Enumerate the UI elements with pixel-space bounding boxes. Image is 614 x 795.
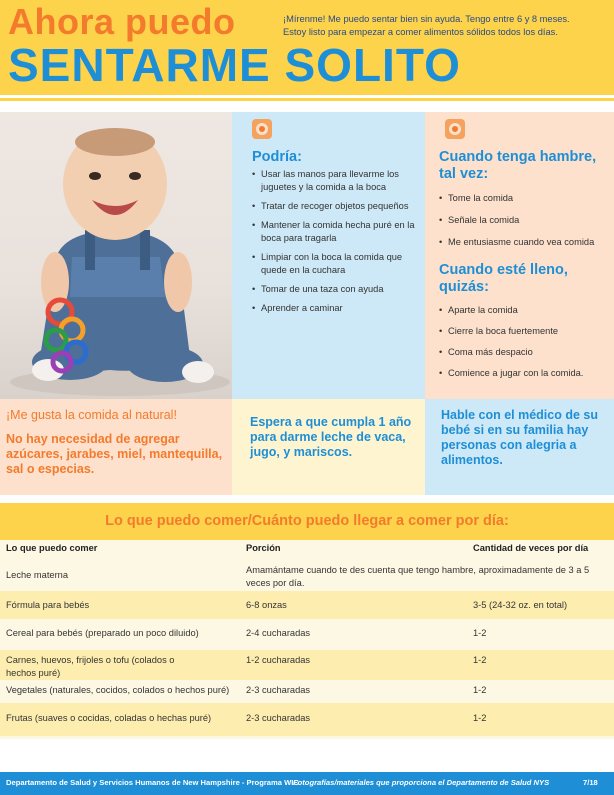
portion-cell: 1-2 cucharadas bbox=[246, 655, 311, 665]
wait-note bbox=[232, 399, 425, 495]
lleno-heading: Cuando esté lleno, quizás: bbox=[439, 262, 568, 295]
list-item: • Usar las manos para llevarme los juguetes y la comida a la boca bbox=[252, 168, 417, 194]
table-title: Lo que puedo comer/Cuánto puedo llegar a comer por día: bbox=[0, 503, 614, 540]
hambre-list bbox=[439, 192, 611, 255]
intro-text bbox=[283, 13, 603, 39]
food-cell: Frutas (suaves o cocidas, coladas o hechas puré) bbox=[6, 713, 212, 723]
wait-text: Espera a que cumpla 1 año para darme leche de vaca, jugo, y mariscos. bbox=[250, 415, 412, 459]
cues-panel bbox=[425, 112, 614, 399]
table-row bbox=[0, 703, 614, 736]
list-item: • Coma más despacio bbox=[439, 346, 611, 359]
portion-cell: 2-4 cucharadas bbox=[246, 628, 311, 638]
natural-food-note bbox=[0, 399, 232, 495]
title-line1: Ahora puedo bbox=[8, 1, 236, 42]
lleno-list bbox=[439, 304, 611, 386]
table-row bbox=[0, 561, 614, 591]
list-item: • Tratar de recoger objetos pequeños bbox=[252, 200, 417, 213]
footer-date: 7/18 bbox=[583, 778, 598, 787]
allergy-note bbox=[425, 399, 614, 495]
list-item: • Mantener la comida hecha puré en la boca para tragarla bbox=[252, 219, 417, 245]
food-cell: Fórmula para bebés bbox=[6, 600, 90, 610]
food-cell: Vegetales (naturales, cocidos, colados o hechos puré) bbox=[6, 685, 230, 695]
portion-cell: Amamántame cuando te des cuenta que tengo hambre, aproximadamente de 3 a 5 veces por día. bbox=[246, 565, 590, 588]
column-header-food: Lo que puedo comer bbox=[6, 543, 98, 553]
footer-credits: Fotografías/materiales que proporciona el Departamento de Salud NYS bbox=[293, 778, 550, 787]
podria-panel bbox=[232, 112, 425, 399]
times-cell: 1-2 bbox=[473, 685, 487, 695]
list-item: • Tome la comida bbox=[439, 192, 611, 205]
food-cell: Cereal para bebés (preparado un poco diluido) bbox=[6, 628, 199, 638]
baby-photo bbox=[0, 112, 232, 399]
list-item: • Comience a jugar con la comida. bbox=[439, 367, 611, 380]
allergy-text: Hable con el médico de su bebé si en su familia hay personas con alegria a alimentos. bbox=[441, 408, 598, 467]
intro-line1: ¡Mírenme! Me puedo sentar bien sin ayuda. Tengo entre 6 y 8 meses. bbox=[283, 14, 570, 24]
podria-heading: Podría: bbox=[252, 149, 302, 165]
hambre-heading: Cuando tenga hambre, tal vez: bbox=[439, 149, 597, 182]
title-line2: SENTARME SOLITO bbox=[8, 39, 461, 91]
times-cell: 3-5 (24-32 oz. en total) bbox=[473, 600, 568, 610]
table-row bbox=[0, 591, 614, 619]
column-header-times: Cantidad de veces por día bbox=[473, 543, 589, 553]
food-cell: Leche materna bbox=[6, 570, 69, 580]
natural-food-heading: ¡Me gusta la comida al natural! bbox=[6, 408, 177, 422]
flower-icon bbox=[445, 119, 465, 139]
header-banner bbox=[0, 0, 614, 95]
table-row bbox=[0, 680, 614, 703]
list-item: • Señale la comida bbox=[439, 214, 611, 227]
list-item: • Aparte la comida bbox=[439, 304, 611, 317]
footer-department: Departamento de Salud y Servicios Humanos de New Hampshire - Programa WIC bbox=[6, 778, 299, 787]
portion-cell: 6-8 onzas bbox=[246, 600, 287, 610]
header-divider bbox=[0, 98, 614, 101]
portion-cell: 2-3 cucharadas bbox=[246, 713, 311, 723]
flower-icon bbox=[252, 119, 272, 139]
list-item: • Aprender a caminar bbox=[252, 302, 417, 315]
table-row bbox=[0, 619, 614, 650]
podria-list bbox=[252, 168, 417, 321]
intro-line2: Estoy listo para empezar a comer alimentos sólidos todos los días. bbox=[283, 27, 558, 37]
footer-bar bbox=[0, 772, 614, 795]
baby-sitting-photo bbox=[0, 112, 232, 399]
column-header-portion: Porción bbox=[246, 543, 281, 553]
list-item: • Cierre la boca fuertemente bbox=[439, 325, 611, 338]
table-row bbox=[0, 650, 614, 680]
list-item: • Limpiar con la boca la comida que quede en la cuchara bbox=[252, 251, 417, 277]
list-item: • Tomar de una taza con ayuda bbox=[252, 283, 417, 296]
natural-food-text: No hay necesidad de agregar azúcares, jarabes, miel, mantequilla, sal o especias. bbox=[6, 432, 223, 476]
food-cell: Carnes, huevos, frijoles o tofu (colados o hechos puré) bbox=[6, 655, 175, 678]
times-cell: 1-2 bbox=[473, 655, 487, 665]
portion-cell: 2-3 cucharadas bbox=[246, 685, 311, 695]
times-cell: 1-2 bbox=[473, 713, 487, 723]
times-cell: 1-2 bbox=[473, 628, 487, 638]
list-item: • Me entusiasme cuando vea comida bbox=[439, 236, 611, 249]
